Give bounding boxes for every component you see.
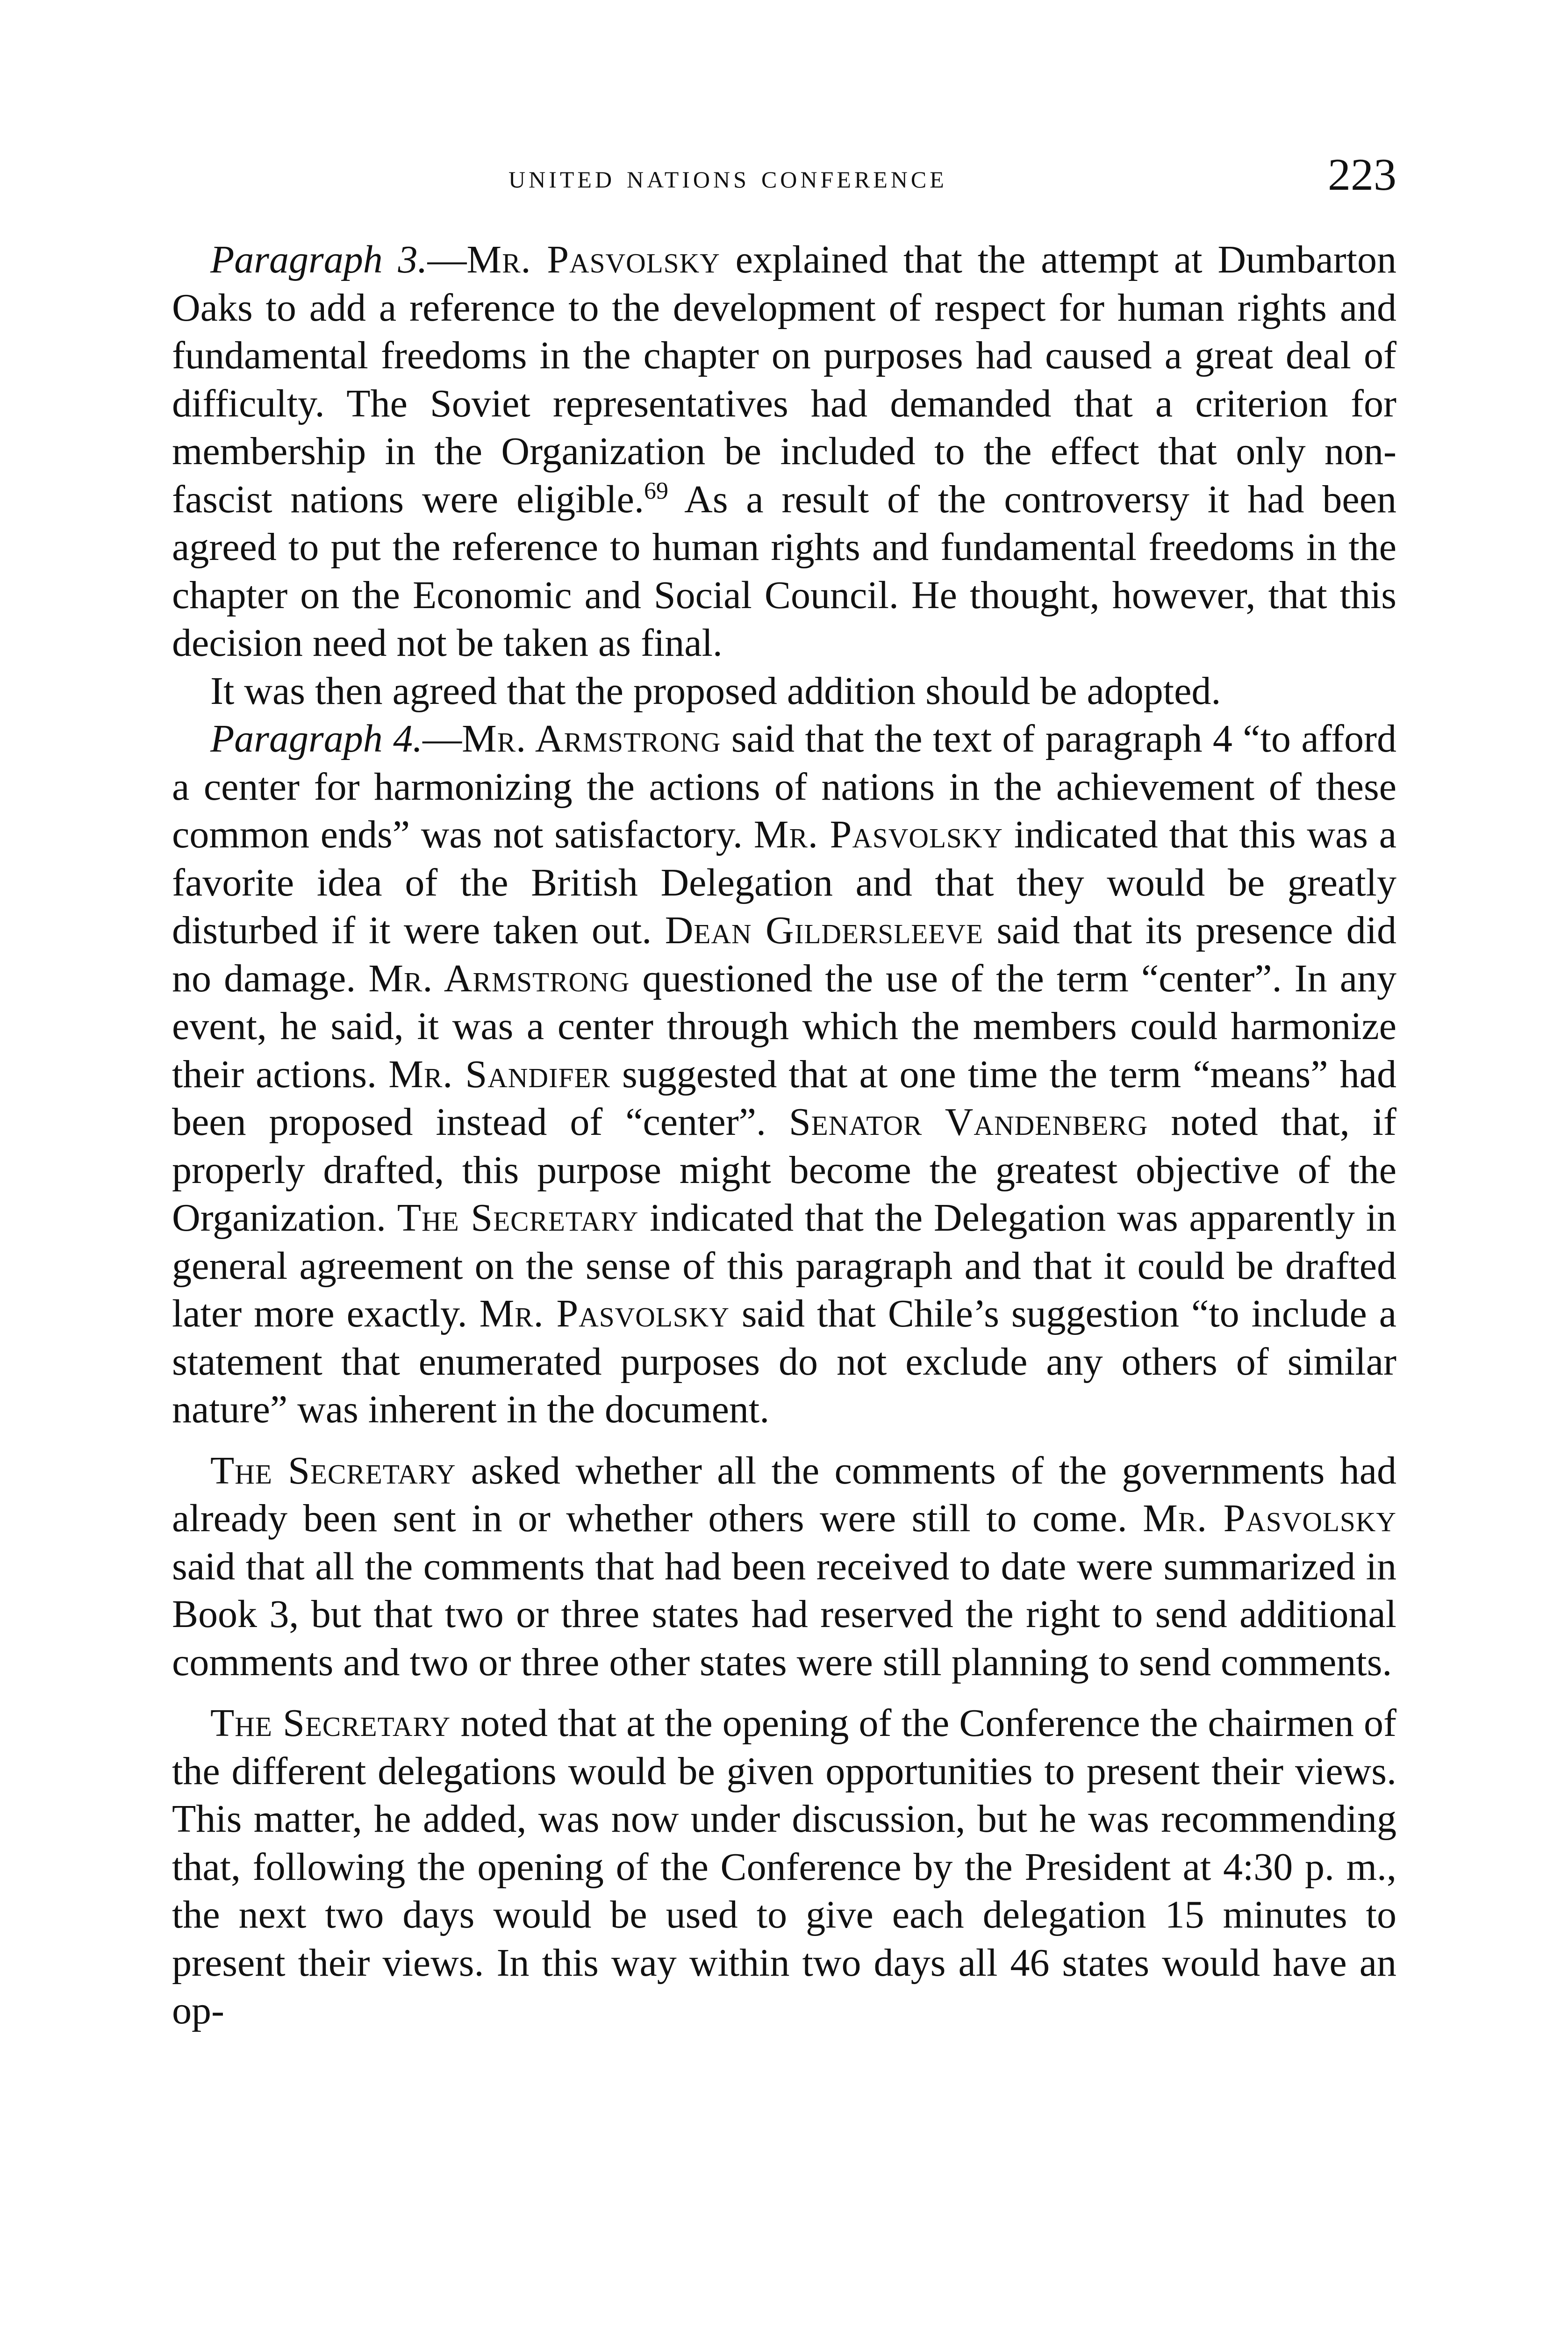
paragraph <box>172 667 1396 716</box>
paragraph <box>172 236 1396 667</box>
running-title: united nations conference <box>508 158 947 195</box>
text-segment: As a result of the controversy it had been agreed to put the reference to human rights and fundamental freedoms in the chapter on the Economic and Social Council. He thought, however, that this decision need not be taken as final. <box>172 477 1396 665</box>
text-segment: asked whether all the comments of the governments had already been sent in or whether others were still to come. <box>172 1448 1396 1540</box>
text-segment: noted that at the opening of the Conference the chairmen of the different delegations would be given opportunities to present their views. This matter, he added, was now under discussion, but he was recommending that, following the opening of the Conference by the President at 4:30 p. m., the next two days would be used to give each delegation 15 minutes to present their views. In this way within two days all 46 states would have an op- <box>172 1701 1397 2032</box>
text-segment: indicated that this was a favorite idea of the British Delegation and that they would be greatly disturbed if it were taken out. <box>172 813 1397 952</box>
body-text <box>172 236 1396 2035</box>
text-segment: explained that the attempt at Dumbarton Oaks to add a reference to the development of respect for human rights and fundamental freedoms in the chapter on purposes had caused a great deal of difficulty. The Soviet representatives had demanded that a criterion for membership in the Organization be included to the effect that only non-fascist nations were eligible. <box>172 238 1396 521</box>
speaker-name: Mr. Armstrong <box>368 956 630 1000</box>
speaker-name: The Secretary <box>397 1196 639 1240</box>
speaker-name: Mr. Pasvolsky <box>466 238 720 281</box>
text-segment: — <box>422 717 462 760</box>
speaker-name: Mr. Sandifer <box>388 1052 610 1096</box>
text-segment: said that its presence did no damage. <box>172 909 1396 1000</box>
text-segment: It was then agreed that the proposed addition should be adopted. <box>210 669 1221 713</box>
paragraph <box>172 1699 1396 2035</box>
speaker-name: Senator Vandenberg <box>788 1100 1148 1144</box>
text-segment: questioned the use of the term “center”. In any event, he said, it was a center through which the members could harmonize their actions. <box>172 956 1396 1096</box>
running-header <box>172 149 1396 200</box>
paragraph-heading: Paragraph 3. <box>210 238 428 281</box>
paragraph-heading: Paragraph 4. <box>210 717 423 760</box>
speaker-name: Mr. Armstrong <box>462 717 721 760</box>
text-segment: indicated that the Delegation was apparently in general agreement on the sense of this paragraph and that it could be drafted later more exactly. <box>172 1196 1396 1335</box>
paragraph <box>172 715 1396 1434</box>
text-segment: — <box>427 238 467 281</box>
text-segment: noted that, if properly drafted, this purpose might become the greatest objective of the Organization. <box>172 1100 1396 1240</box>
speaker-name: The Secretary <box>210 1448 456 1492</box>
speaker-name: Mr. Pasvolsky <box>479 1292 730 1335</box>
paragraph <box>172 1447 1396 1687</box>
speaker-name: Dean Gildersleeve <box>665 909 983 952</box>
page-number: 223 <box>1328 150 1396 200</box>
speaker-name: Mr. Pasvolsky <box>1143 1497 1396 1540</box>
speaker-name: The Secretary <box>210 1701 451 1745</box>
text-segment: said that Chile’s suggestion “to include a statement that enumerated purposes do not exclude any others of similar nature” was inherent in the document. <box>172 1292 1396 1431</box>
text-segment: said that all the comments that had been received to date were summarized in Book 3, but that two or three states had reserved the right to send additional comments and two or three other states were still planning to send comments. <box>172 1544 1396 1684</box>
text-segment: said that the text of paragraph 4 “to afford a center for harmonizing the actions of nations in the achievement of these common ends” was not satisfactory. <box>172 717 1397 856</box>
text-segment: suggested that at one time the term “means” had been proposed instead of “center”. <box>172 1052 1396 1144</box>
footnote-reference: 69 <box>644 477 668 504</box>
speaker-name: Mr. Pasvolsky <box>753 813 1003 856</box>
